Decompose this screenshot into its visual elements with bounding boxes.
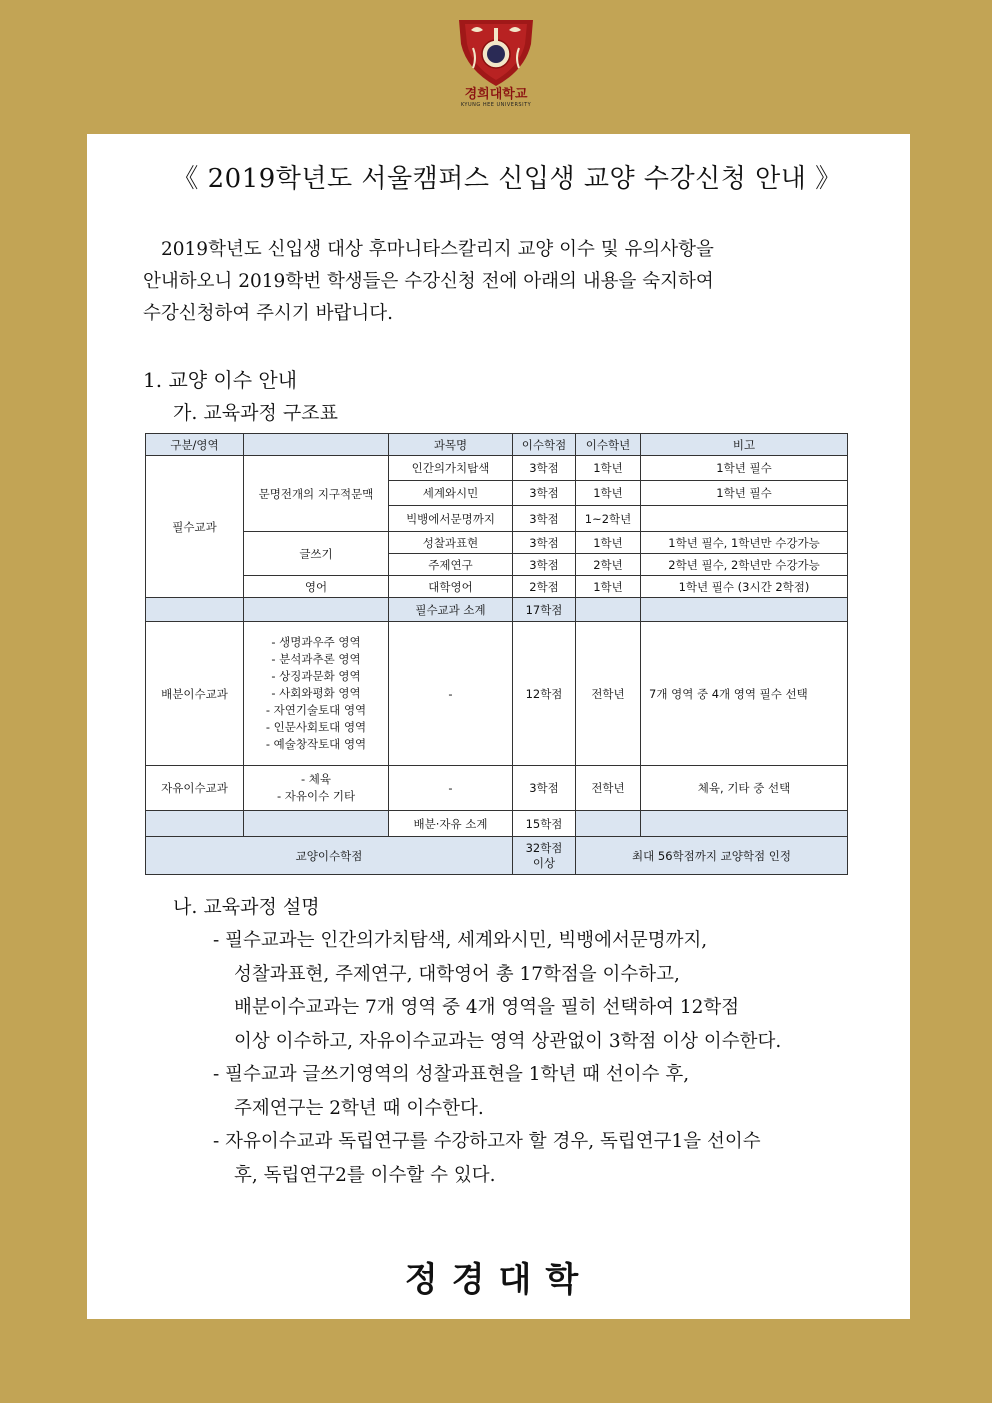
logo-subtitle: KYUNG HEE UNIVERSITY: [460, 102, 532, 108]
table-row: [146, 622, 848, 766]
university-logo: [436, 14, 556, 118]
empty-cell: [576, 811, 641, 837]
area-item: - 생명과우주 영역: [271, 635, 361, 649]
desc-line: 성찰과표현, 주제연구, 대학영어 총 17학점을 이수하고,: [234, 963, 680, 985]
note-cell: 1학년 필수: [641, 481, 848, 506]
intro-paragraph: [143, 234, 833, 330]
credits-cell: 12학점: [513, 622, 576, 766]
desc-line: - 자유이수교과 독립연구를 수강하고자 할 경우, 독립연구1을 선이수: [213, 1131, 761, 1152]
year-cell: 2학년: [576, 554, 641, 576]
category-distribution: 배분이수교과: [146, 622, 244, 766]
free-areas: [244, 766, 389, 811]
note-cell: 7개 영역 중 4개 영역 필수 선택: [641, 622, 848, 766]
total-note: 최대 56학점까지 교양학점 인정: [576, 837, 848, 875]
year-cell: 1학년: [576, 481, 641, 506]
area-item: - 체육: [300, 772, 332, 786]
header-cell: [244, 434, 389, 456]
table-row: [146, 766, 848, 811]
total-value-line: 32학점: [525, 840, 563, 855]
empty-cell: [641, 811, 848, 837]
subtotal-label: 배분·자유 소계: [389, 811, 513, 837]
course-cell: 대학영어: [389, 576, 513, 598]
area-item: - 사회와평화 영역: [271, 686, 361, 700]
desc-line: 후, 독립연구2를 이수할 수 있다.: [234, 1164, 496, 1186]
desc-line: 이상 이수하고, 자유이수교과는 영역 상관없이 3학점 이상 이수한다.: [234, 1030, 782, 1052]
empty-cell: [576, 598, 641, 622]
course-cell: 주제연구: [389, 554, 513, 576]
year-cell: 전학년: [576, 622, 641, 766]
table-row: [146, 532, 848, 554]
course-cell: 빅뱅에서문명까지: [389, 506, 513, 532]
curriculum-description: [213, 924, 903, 1192]
distribution-areas: [244, 622, 389, 766]
year-cell: 1학년: [576, 532, 641, 554]
college-name: 정경대학: [404, 1260, 593, 1300]
header-cell: 이수학점: [513, 434, 576, 456]
credits-cell: 3학점: [513, 481, 576, 506]
course-cell: 인간의가치탐색: [389, 456, 513, 481]
note-cell: 1학년 필수, 1학년만 수강가능: [641, 532, 848, 554]
intro-line: 2019학년도 신입생 대상 후마니타스칼리지 교양 이수 및 유의사항을: [161, 239, 714, 260]
credits-cell: 3학점: [513, 554, 576, 576]
subtotal-value: 17학점: [513, 598, 576, 622]
credits-cell: 3학점: [513, 456, 576, 481]
note-cell: 체육, 기타 중 선택: [641, 766, 848, 811]
course-cell: -: [389, 766, 513, 811]
area-item: - 자유이수 기타: [276, 789, 356, 803]
note-cell: 1학년 필수 (3시간 2학점): [641, 576, 848, 598]
intro-line: 안내하오니 2019학번 학생들은 수강신청 전에 아래의 내용을 숙지하여: [143, 271, 714, 292]
desc-line: 주제연구는 2학년 때 이수한다.: [234, 1097, 484, 1119]
subtotal-row: [146, 811, 848, 837]
empty-cell: [244, 598, 389, 622]
credits-cell: 3학점: [513, 532, 576, 554]
year-cell: 1학년: [576, 456, 641, 481]
document-page: [87, 134, 910, 1319]
subsection-heading: 나. 교육과정 설명: [173, 896, 320, 918]
subtotal-row: [146, 598, 848, 622]
subsection-heading: 가. 교육과정 구조표: [173, 402, 338, 424]
total-value-line: 이상: [532, 855, 556, 870]
area-item: - 예술창작토대 영역: [265, 737, 367, 751]
section-heading: 1. 교양 이수 안내: [143, 368, 298, 392]
table-header-row: [146, 434, 848, 456]
credits-cell: 2학점: [513, 576, 576, 598]
year-cell: 1~2학년: [576, 506, 641, 532]
total-value: [513, 837, 576, 875]
course-cell: -: [389, 622, 513, 766]
note-cell: 1학년 필수: [641, 456, 848, 481]
area-item: - 분석과추론 영역: [271, 652, 361, 666]
header-cell: 구분/영역: [146, 434, 244, 456]
total-row: [146, 837, 848, 875]
area-item: - 인문사회토대 영역: [265, 720, 367, 734]
course-cell: 성찰과표현: [389, 532, 513, 554]
emblem-icon: [451, 14, 541, 88]
area-cell: 글쓰기: [244, 532, 389, 576]
intro-line: 수강신청하여 주시기 바랍니다.: [143, 303, 393, 324]
header-cell: 과목명: [389, 434, 513, 456]
empty-cell: [146, 811, 244, 837]
desc-line: - 필수교과는 인간의가치탐색, 세계와시민, 빅뱅에서문명까지,: [213, 930, 708, 951]
table-row: [146, 456, 848, 481]
subtotal-label: 필수교과 소계: [389, 598, 513, 622]
year-cell: 1학년: [576, 576, 641, 598]
area-cell: 영어: [244, 576, 389, 598]
area-item: - 상징과문화 영역: [271, 669, 361, 683]
logo-name: 경희대학교: [464, 87, 528, 102]
desc-line: 배분이수교과는 7개 영역 중 4개 영역을 필히 선택하여 12학점: [234, 997, 740, 1018]
category-required: 필수교과: [146, 456, 244, 598]
area-item: - 자연기술토대 영역: [265, 703, 367, 717]
header-cell: 비고: [641, 434, 848, 456]
course-cell: 세계와시민: [389, 481, 513, 506]
empty-cell: [244, 811, 389, 837]
credits-cell: 3학점: [513, 766, 576, 811]
note-cell: [641, 506, 848, 532]
credits-cell: 3학점: [513, 506, 576, 532]
subtotal-value: 15학점: [513, 811, 576, 837]
curriculum-table: [145, 433, 848, 875]
category-free: 자유이수교과: [146, 766, 244, 811]
note-cell: 2학년 필수, 2학년만 수강가능: [641, 554, 848, 576]
empty-cell: [146, 598, 244, 622]
year-cell: 전학년: [576, 766, 641, 811]
table-row: [146, 576, 848, 598]
area-cell: 문명전개의 지구적문맥: [244, 456, 389, 532]
page-title: 《 2019학년도 서울캠퍼스 신입생 교양 수강신청 안내 》: [172, 164, 842, 194]
empty-cell: [641, 598, 848, 622]
header-cell: 이수학년: [576, 434, 641, 456]
desc-line: - 필수교과 글쓰기영역의 성찰과표현을 1학년 때 선이수 후,: [213, 1064, 690, 1085]
total-label: 교양이수학점: [146, 837, 513, 875]
